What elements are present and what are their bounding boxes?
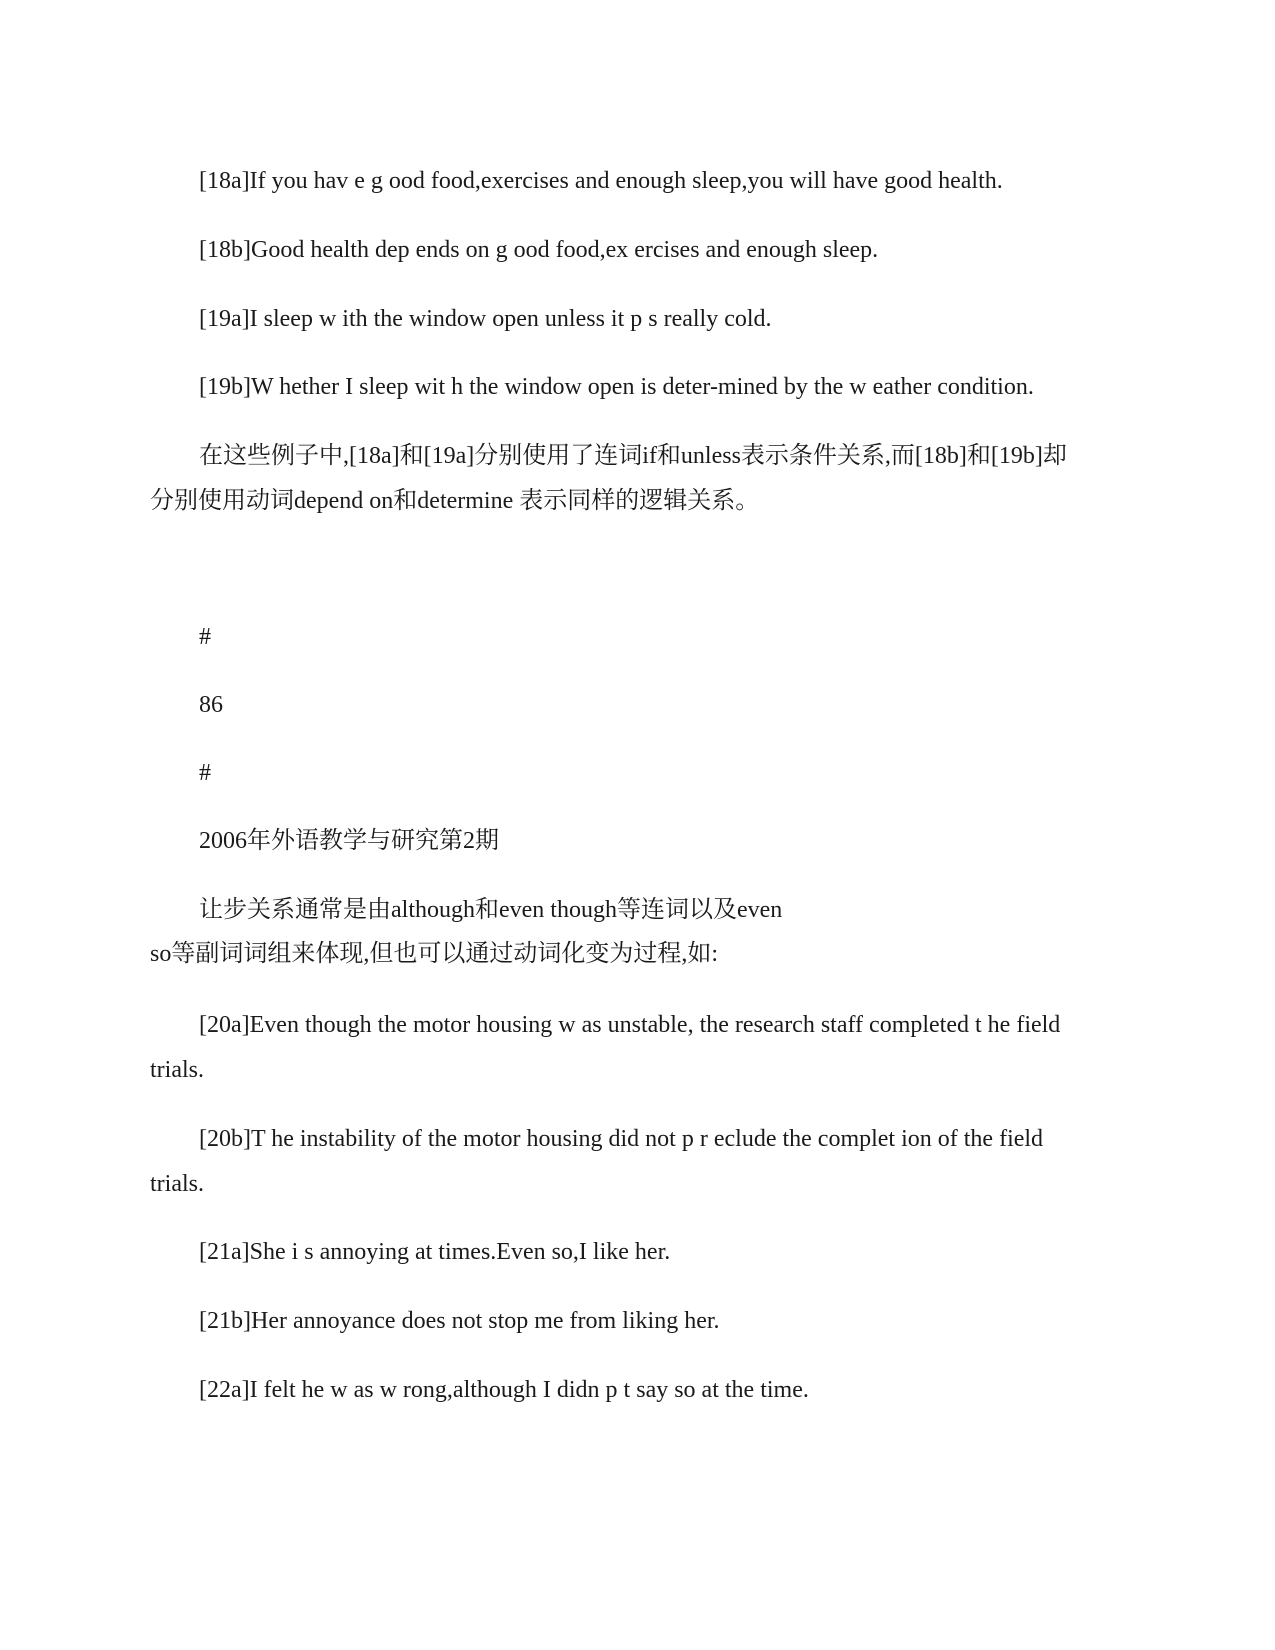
example-19b: [19b]W hether I sleep wit h the window open is deter-mined by the w eather condition.: [199, 374, 1034, 400]
separator-hash-top: #: [199, 624, 211, 650]
example-18b: [18b]Good health dep ends on g ood food,ex ercises and enough sleep.: [199, 237, 879, 263]
example-21a: [21a]She i s annoying at times.Even so,I like her.: [199, 1239, 671, 1265]
paragraph-concession-line2: so等副词词组来体现,但也可以通过动词化变为过程,如:: [150, 941, 719, 967]
example-21b: [21b]Her annoyance does not stop me from liking her.: [199, 1308, 720, 1334]
paragraph-conditional-line1: 在这些例子中,[18a]和[19a]分别使用了连词if和unless表示条件关系,而[18b]和[19b]却: [199, 443, 1067, 469]
example-20a-line2: trials.: [150, 1057, 204, 1083]
page-number: 86: [199, 692, 223, 718]
example-18a: [18a]If you hav e g ood food,exercises and enough sleep,you will have good health.: [199, 168, 1003, 194]
example-20b-line1: [20b]T he instability of the motor housing did not p r eclude the complet ion of the field: [199, 1126, 1044, 1152]
example-19a: [19a]I sleep w ith the window open unless it p s really cold.: [199, 306, 772, 332]
example-22a: [22a]I felt he w as w rong,although I didn p t say so at the time.: [199, 1377, 809, 1403]
separator-hash-bottom: #: [199, 760, 211, 786]
paragraph-conditional-line2: 分别使用动词depend on和determine 表示同样的逻辑关系。: [150, 488, 760, 514]
example-20b-line2: trials.: [150, 1171, 204, 1197]
example-20a-line1: [20a]Even though the motor housing w as unstable, the research staff completed t he field: [199, 1012, 1061, 1038]
paragraph-concession-line1: 让步关系通常是由although和even though等连词以及even: [199, 897, 783, 923]
journal-header: 2006年外语教学与研究第2期: [199, 828, 499, 854]
